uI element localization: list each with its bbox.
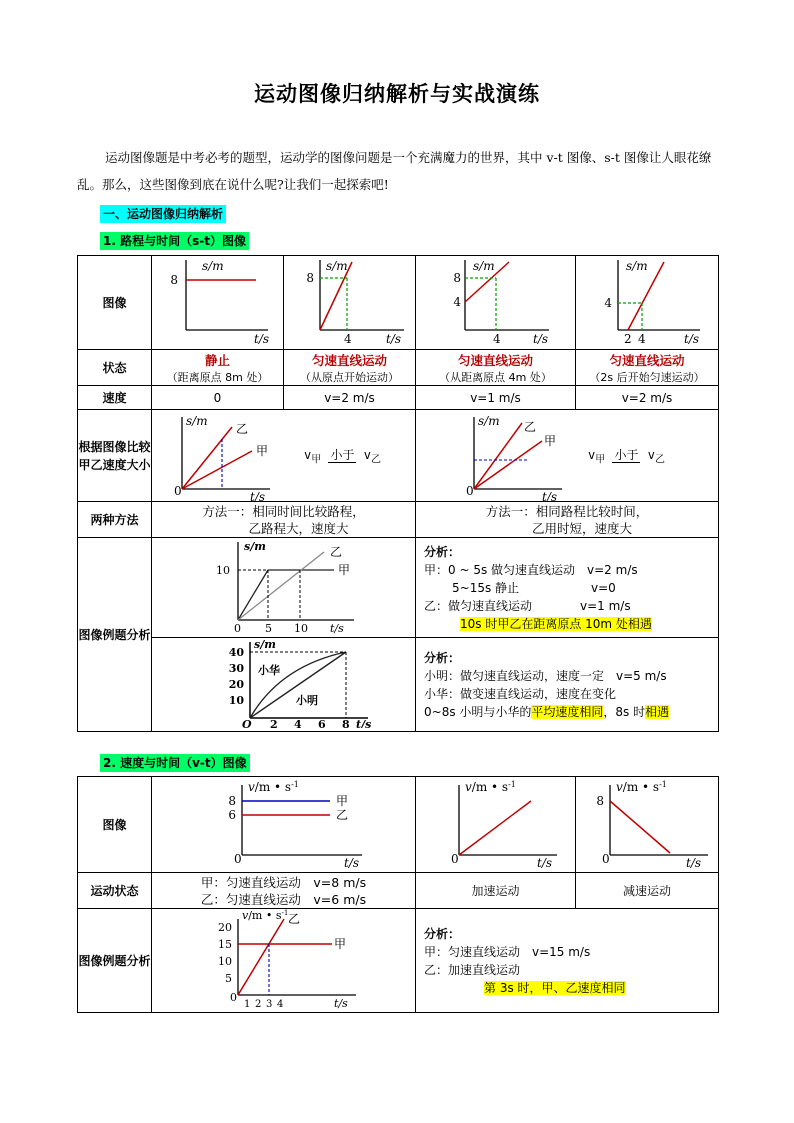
svg-text:4: 4 <box>603 296 612 310</box>
svg-text:4: 4 <box>492 332 501 346</box>
svg-text:s/m: s/m <box>201 259 224 273</box>
vt-example-analysis: 分析： 甲：匀速直线运动 v=15 m/s 乙：加速直线运动 第 3s 时，甲、乙速度相同 <box>416 909 719 1013</box>
svg-text:1: 1 <box>243 999 250 1009</box>
method-one: 方法一：相同时间比较路程， 乙路程大，速度大 <box>152 502 416 538</box>
svg-text:10: 10 <box>293 622 308 634</box>
svg-text:2: 2 <box>623 332 632 346</box>
st-graph-static <box>152 256 284 350</box>
state-title: 匀速直线运动 <box>311 352 387 368</box>
vt-graph-accelerating <box>416 777 576 873</box>
row-label-image: 图像 <box>78 777 152 873</box>
svg-text:6: 6 <box>227 808 236 822</box>
svg-text:4: 4 <box>276 999 283 1009</box>
row-label-motion-state: 运动状态 <box>78 873 152 909</box>
svg-text:s/m: s/m <box>186 413 208 428</box>
svg-text:8: 8 <box>227 794 236 808</box>
svg-text:2: 2 <box>269 718 278 728</box>
motion-state-decel: 减速运动 <box>576 873 719 909</box>
svg-text:s/m: s/m <box>243 540 266 553</box>
svg-text:s/m: s/m <box>325 259 348 273</box>
svg-text:甲: 甲 <box>337 563 350 577</box>
speed-value: v=2 m/s <box>576 386 719 410</box>
svg-text:v/m • s-1: v/m • $s^{-1}$ <box>241 909 288 922</box>
svg-text:O: O <box>241 718 252 728</box>
svg-text:4: 4 <box>343 332 352 346</box>
svg-text:甲: 甲 <box>335 794 348 808</box>
section-heading-st: 1. 路程与时间（s-t）图像 <box>100 230 249 249</box>
compare-graph-same-distance <box>416 411 566 501</box>
state-note: （从距离原点 4m 处） <box>439 370 552 384</box>
method-two: 方法一：相同路程比较时间， 乙用时短，速度大 <box>416 502 719 538</box>
state-note: （2s 后开始匀速运动） <box>589 370 705 384</box>
vt-graph-table <box>77 776 719 1013</box>
svg-text:t/s: t/s <box>253 332 269 346</box>
svg-text:8: 8 <box>341 718 350 728</box>
svg-text:t/s: t/s <box>683 332 699 346</box>
svg-text:t/s: t/s <box>685 856 701 869</box>
svg-text:小明: 小明 <box>295 694 318 707</box>
svg-text:甲: 甲 <box>333 937 346 951</box>
st-graph-delayed <box>576 256 719 350</box>
svg-text:v/m • s-1: v/m • $s^{-1}$ <box>247 780 299 794</box>
svg-text:10: 10 <box>228 694 244 707</box>
svg-text:30: 30 <box>228 662 244 675</box>
row-label-image: 图像 <box>78 256 152 350</box>
st-graph-from-origin <box>284 256 416 350</box>
svg-text:乙: 乙 <box>329 545 342 559</box>
row-label-examples: 图像例题分析 <box>78 909 152 1013</box>
svg-text:0: 0 <box>601 852 610 866</box>
svg-text:0: 0 <box>229 991 237 1004</box>
state-title: 匀速直线运动 <box>457 352 533 368</box>
compare-text-right: $v_甲$ 小于 $v_乙$ <box>588 447 665 466</box>
svg-text:3: 3 <box>265 999 272 1009</box>
state-note: （距离原点 8m 处） <box>166 370 269 384</box>
svg-text:t/s: t/s <box>343 856 359 869</box>
svg-text:10: 10 <box>215 564 230 577</box>
svg-text:乙: 乙 <box>236 421 249 436</box>
state-note: （从原点开始运动） <box>300 370 399 384</box>
compare-graph-same-time <box>152 411 282 501</box>
svg-text:v/m • s-1: v/m • $s^{-1}$ <box>464 780 516 794</box>
svg-text:0: 0 <box>466 483 474 498</box>
state-title: 匀速直线运动 <box>609 352 685 368</box>
vt-graph-decelerating <box>576 777 719 873</box>
motion-state-uniform: 甲：匀速直线运动 v=8 m/s 乙：匀速直线运动 v=6 m/s <box>152 873 416 909</box>
svg-text:s/m: s/m <box>625 259 648 273</box>
section-heading-1: 一、运动图像归纳解析 <box>100 203 226 222</box>
example2-graph <box>152 638 416 732</box>
row-label-examples: 图像例题分析 <box>78 538 152 732</box>
vt-example-highlight: 第 3s 时，甲、乙速度相同 <box>484 980 626 995</box>
vt-graph-uniform <box>152 777 416 873</box>
svg-text:t/s: t/s <box>532 332 548 346</box>
st-graph-from-4m <box>416 256 576 350</box>
svg-text:甲: 甲 <box>256 443 269 458</box>
svg-text:s/m: s/m <box>472 259 495 273</box>
svg-text:s/m: s/m <box>478 413 500 428</box>
svg-text:2: 2 <box>254 999 261 1009</box>
svg-text:0: 0 <box>174 483 182 498</box>
svg-text:乙: 乙 <box>287 912 300 926</box>
vt-example-graph <box>152 909 416 1013</box>
svg-text:乙: 乙 <box>335 808 348 822</box>
row-label-compare: 根据图像比较甲乙速度大小 <box>78 410 152 502</box>
svg-text:小华: 小华 <box>257 664 280 677</box>
state-title: 静止 <box>204 352 230 368</box>
compare-cell-left <box>152 410 416 502</box>
svg-text:t/s: t/s <box>536 856 552 869</box>
svg-text:8: 8 <box>452 271 461 285</box>
svg-text:6: 6 <box>317 718 326 728</box>
svg-text:4: 4 <box>293 718 302 728</box>
page-title: 运动图像归纳解析与实战演练 <box>254 82 540 106</box>
svg-text:10: 10 <box>217 955 232 968</box>
section-heading-vt: 2. 速度与时间（v-t）图像 <box>100 752 250 771</box>
svg-text:t/s: t/s <box>329 622 344 634</box>
speed-value: v=1 m/s <box>416 386 576 410</box>
svg-text:t/s: t/s <box>250 489 266 501</box>
st-graph-table <box>77 255 719 732</box>
svg-text:t/s: t/s <box>385 332 401 346</box>
row-label-methods: 两种方法 <box>78 502 152 538</box>
svg-text:8: 8 <box>169 273 178 287</box>
example1-graph <box>152 538 416 638</box>
svg-text:5: 5 <box>264 622 272 634</box>
svg-text:0: 0 <box>450 852 459 866</box>
svg-text:8: 8 <box>305 271 314 285</box>
motion-state-accel: 加速运动 <box>416 873 576 909</box>
svg-text:t/s: t/s <box>355 718 371 728</box>
example1-highlight: 10s 时甲乙在距离原点 10m 处相遇 <box>460 616 652 631</box>
svg-text:s/m: s/m <box>253 638 276 651</box>
row-label-state: 状态 <box>78 350 152 386</box>
svg-text:乙: 乙 <box>524 419 537 434</box>
speed-value: v=2 m/s <box>284 386 416 410</box>
svg-text:20: 20 <box>228 678 244 691</box>
svg-text:4: 4 <box>637 332 646 346</box>
svg-text:甲: 甲 <box>544 433 557 448</box>
svg-text:5: 5 <box>224 972 232 985</box>
svg-text:20: 20 <box>217 921 232 934</box>
svg-text:t/s: t/s <box>333 997 348 1009</box>
example1-analysis: 分析： 甲：0 ~ 5s 做匀速直线运动 v=2 m/s 5~15s 静止 v=0 乙：做匀速直线运动 v=1 m/s 10s 时甲乙在距离原点 10m 处相遇 <box>416 538 719 638</box>
svg-text:t/s: t/s <box>542 489 558 501</box>
compare-cell-right <box>416 410 719 502</box>
row-label-speed: 速度 <box>78 386 152 410</box>
svg-text:v/m • s-1: v/m • $s^{-1}$ <box>615 780 667 794</box>
svg-text:4: 4 <box>452 295 461 309</box>
svg-text:8: 8 <box>595 794 604 808</box>
intro-paragraph: 运动图像题是中考必考的题型，运动学的图像问题是一个充满魔力的世界，其中 v-t 图像、s-t 图像让人眼花缭乱。那么，这些图像到底在说什么呢?让我们一起探索吧! <box>77 150 712 192</box>
example2-analysis: 分析： 小明：做匀速直线运动，速度一定 v=5 m/s 小华：做变速直线运动，速度在变化 0~8s 小明与小华的平均速度相同，8s 时相遇 <box>416 638 719 732</box>
svg-text:15: 15 <box>217 938 232 951</box>
speed-value: 0 <box>152 386 284 410</box>
svg-text:40: 40 <box>228 646 244 659</box>
compare-text-left: $v_甲$ 小于 $v_乙$ <box>304 447 381 466</box>
svg-text:0: 0 <box>233 852 242 866</box>
svg-text:0: 0 <box>233 622 241 634</box>
